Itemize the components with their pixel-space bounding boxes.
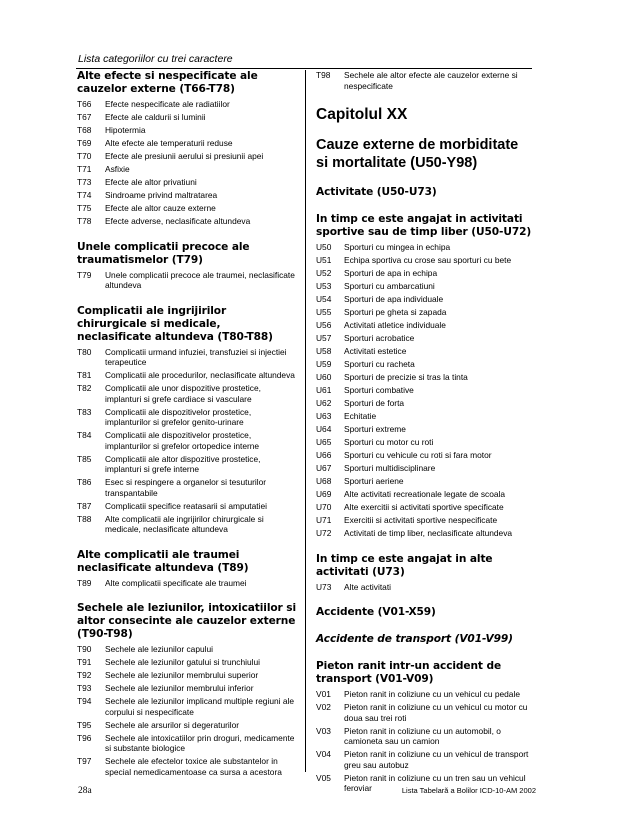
entry-description: Alte exercitii si activitati sportive specificate xyxy=(344,502,504,512)
section xyxy=(77,602,297,777)
entry-code: T93 xyxy=(77,683,92,693)
entry-description: Esec si respingere a organelor si tesuturilor transpantabile xyxy=(105,477,267,498)
section xyxy=(316,213,534,539)
entry-description: Sporturi extreme xyxy=(344,424,406,434)
entry-code: T74 xyxy=(77,190,92,200)
entry-code: T96 xyxy=(77,732,92,743)
code-entry xyxy=(77,138,297,149)
entry-description: Pieton ranit in coliziune cu un vehicul cu pedale xyxy=(344,689,520,699)
code-entry xyxy=(77,430,297,451)
entry-code: V04 xyxy=(316,749,331,759)
entry-description: Sporturi multidisciplinare xyxy=(344,463,436,473)
code-entry xyxy=(77,720,297,731)
entry-code: U69 xyxy=(316,489,332,499)
code-entry xyxy=(316,463,534,474)
entry-description: Sporturi cu vehicule cu roti si fara motor xyxy=(344,450,492,460)
entry-code: U71 xyxy=(316,515,332,525)
code-entry xyxy=(77,514,297,535)
entry-description: Sporturi cu motor cu roti xyxy=(344,437,434,447)
code-entry xyxy=(77,644,297,655)
entry-description: Sporturi pe gheta si zapada xyxy=(344,307,447,317)
entry-description: Complicatii ale dispozitivelor prostetice, implanturilor si grefelor ortopedice interne xyxy=(105,430,260,451)
entry-description: Sechele ale leziunilor implicand multiple regiuni ale corpului si nespecificate xyxy=(105,696,295,717)
code-entry xyxy=(77,347,297,368)
entry-code: U68 xyxy=(316,476,332,486)
entry-code: U66 xyxy=(316,450,332,460)
code-entry xyxy=(316,294,534,305)
code-entry xyxy=(316,749,534,770)
entry-code: T98 xyxy=(316,70,331,80)
code-entry xyxy=(77,501,297,512)
entry-description: Pieton ranit in coliziune cu un automobil, o camioneta sau un camion xyxy=(344,725,501,746)
entry-description: Echitatie xyxy=(344,411,377,421)
entry-code: U56 xyxy=(316,320,332,330)
right-column xyxy=(316,70,534,796)
code-entry xyxy=(316,398,534,409)
code-entry xyxy=(77,696,297,717)
entry-code: T80 xyxy=(77,346,92,357)
entry-code: T79 xyxy=(77,269,92,280)
section-title: Activitate (U50-U73) xyxy=(316,186,437,198)
entry-description: Sechele ale leziunilor membrului superior xyxy=(105,670,259,680)
entry-description: Sporturi aeriene xyxy=(344,476,404,486)
section-title: Accidente de transport (V01-V99) xyxy=(316,633,513,645)
entry-code: U63 xyxy=(316,411,332,421)
right-sections xyxy=(316,186,534,794)
code-entry xyxy=(316,702,534,723)
entry-description: Sechele ale altor efecte ale cauzelor externe si nespecificate xyxy=(344,70,518,91)
entry-code: U54 xyxy=(316,294,332,304)
entry-code: T88 xyxy=(77,513,92,524)
entry-description: Complicatii ale altor dispozitive prostetice, implanturi si grefe interne xyxy=(105,453,261,474)
code-entry xyxy=(77,164,297,175)
entry-code: V01 xyxy=(316,689,331,699)
code-entry xyxy=(77,454,297,475)
entry-description: Alte activitati xyxy=(344,581,392,592)
entry-code: T73 xyxy=(77,177,92,187)
entry-code: T86 xyxy=(77,477,92,487)
section-title: Accidente (V01-X59) xyxy=(316,606,436,618)
left-column xyxy=(77,70,297,780)
code-entry xyxy=(77,683,297,694)
entry-description: Sporturi de apa individuale xyxy=(344,294,444,304)
entry-description: Activitati de timp liber, neclasificate altundeva xyxy=(344,528,513,538)
section-title: Alte complicatii ale traumei neclasificate altundeva (T89) xyxy=(77,548,249,574)
code-entry xyxy=(316,582,534,593)
entry-description: Sindroame privind maltratarea xyxy=(105,190,218,200)
code-entry xyxy=(316,320,534,331)
entry-description: Sporturi de apa in echipa xyxy=(344,268,438,278)
entry-description: Sporturi cu ambarcatiuni xyxy=(344,281,435,291)
entry-code: T84 xyxy=(77,430,92,440)
section xyxy=(316,186,534,199)
entry-code: U50 xyxy=(316,242,332,252)
section xyxy=(77,70,297,227)
entry-code: U62 xyxy=(316,398,332,408)
section xyxy=(316,660,534,794)
entry-description: Sechele ale leziunilor capului xyxy=(105,644,214,654)
code-entry xyxy=(316,255,534,266)
entry-description: Exercitii si activitati sportive nespecificate xyxy=(344,515,498,525)
code-entry xyxy=(316,437,534,448)
entry-description: Unele complicatii precoce ale traumei, neclasificate altundeva xyxy=(105,269,295,290)
entry-code: T89 xyxy=(77,577,92,588)
section xyxy=(77,241,297,291)
code-entry xyxy=(316,502,534,513)
code-entry xyxy=(77,177,297,188)
section-title: Sechele ale leziunilor, intoxicatiilor si altor consecinte ale cauzelor externe (T90-T98) xyxy=(77,602,296,640)
column-divider xyxy=(305,70,306,772)
entry-description: Alte activitati recreationale legate de scoala xyxy=(344,489,506,499)
entry-code: T85 xyxy=(77,453,92,464)
entry-description: Pieton ranit in coliziune cu un vehicul cu motor cu doua sau trei roti xyxy=(344,702,528,723)
entry-description: Hipotermia xyxy=(105,125,146,135)
code-entry xyxy=(316,515,534,526)
entry-code: T95 xyxy=(77,719,92,730)
entry-description: Sporturi de forta xyxy=(344,398,405,408)
entry-code: V05 xyxy=(316,772,331,783)
entry-code: T87 xyxy=(77,500,92,511)
entry-description: Sporturi cu racheta xyxy=(344,359,415,369)
entry-description: Alte complicatii ale ingrijirilor chirurgicale si medicale, neclasificate altundeva xyxy=(105,513,264,534)
footer-title: Lista Tabelară a Bolilor ICD-10-AM 2002 xyxy=(401,786,536,795)
entry-code: T70 xyxy=(77,151,92,161)
code-entry xyxy=(77,756,297,777)
entry-description: Alte efecte ale temperaturii reduse xyxy=(105,138,233,148)
code-entry xyxy=(316,307,534,318)
right-top-entries xyxy=(316,70,534,91)
code-entry xyxy=(77,370,297,381)
entry-code: V03 xyxy=(316,725,331,736)
section-title: Complicatii ale ingrijirilor chirurgicale si medicale, neclasificate altundeva (T80-T88) xyxy=(77,304,273,343)
code-entry xyxy=(316,281,534,292)
entry-code: U73 xyxy=(316,581,332,592)
code-entry xyxy=(316,385,534,396)
entry-code: V02 xyxy=(316,702,331,712)
entry-code: T66 xyxy=(77,99,92,109)
entry-code: T82 xyxy=(77,383,92,393)
entry-description: Alte complicatii specificate ale traumei xyxy=(105,577,247,588)
section-title: Unele complicatii precoce ale traumatismelor (T79) xyxy=(77,240,250,266)
entry-code: T81 xyxy=(77,370,92,380)
section xyxy=(77,305,297,535)
code-entry xyxy=(77,125,297,136)
entry-description: Sechele ale leziunilor membrului inferior xyxy=(105,683,254,693)
entry-description: Sechele ale leziunilor gatului si trunchiului xyxy=(105,657,261,667)
entry-description: Efecte nespecificate ale radiatiilor xyxy=(105,99,230,109)
code-entry xyxy=(316,268,534,279)
code-entry xyxy=(316,689,534,700)
section-title: In timp ce este angajat in activitati sportive sau de timp liber (U50-U72) xyxy=(316,213,532,238)
entry-description: Asfixie xyxy=(105,164,130,174)
section-title: Alte efecte si nespecificate ale cauzelor externe (T66-T78) xyxy=(77,70,258,95)
entry-code: T92 xyxy=(77,670,92,680)
entry-code: T78 xyxy=(77,216,92,226)
entry-code: T83 xyxy=(77,406,92,417)
entry-description: Pieton ranit in coliziune cu un vehicul de transport greu sau autobuz xyxy=(344,749,529,770)
entry-code: U57 xyxy=(316,333,332,343)
code-entry xyxy=(77,407,297,428)
code-entry xyxy=(77,151,297,162)
entry-description: Efecte ale altor privatiuni xyxy=(105,177,197,187)
entry-description: Efecte ale presiunii aerului si presiunii apei xyxy=(105,151,264,161)
code-entry xyxy=(77,216,297,227)
running-header: Lista categoriilor cu trei caractere xyxy=(78,53,233,65)
code-entry xyxy=(316,450,534,461)
section xyxy=(316,633,534,646)
footer-page-number: 28a xyxy=(78,786,92,796)
entry-description: Complicatii ale unor dispozitive prostetice, implanturi si grefe cardiace si vasculare xyxy=(105,383,261,404)
code-entry xyxy=(77,383,297,404)
entry-description: Activitati atletice individuale xyxy=(344,320,446,330)
code-entry xyxy=(77,112,297,123)
code-entry xyxy=(316,528,534,539)
code-entry xyxy=(77,477,297,498)
entry-code: T71 xyxy=(77,164,92,174)
section-title: In timp ce este angajat in alte activitati (U73) xyxy=(316,552,493,578)
code-entry xyxy=(77,270,297,291)
entry-code: U60 xyxy=(316,372,332,382)
code-entry xyxy=(77,203,297,214)
entry-code: U52 xyxy=(316,268,332,278)
code-entry xyxy=(316,476,534,487)
code-entry xyxy=(316,411,534,422)
entry-description: Sechele ale efectelor toxice ale substantelor in special nemedicamentoase ca sursa a acestora xyxy=(105,756,282,777)
entry-code: U64 xyxy=(316,424,332,434)
code-entry xyxy=(316,359,534,370)
entry-description: Sporturi acrobatice xyxy=(344,333,415,343)
section xyxy=(316,553,534,593)
entry-code: T75 xyxy=(77,203,92,213)
header-rule xyxy=(76,68,532,69)
entry-description: Complicatii ale procedurilor, neclasificate altundeva xyxy=(105,370,295,380)
entry-code: U55 xyxy=(316,307,332,317)
entry-code: U51 xyxy=(316,255,332,265)
entry-description: Sechele ale arsurilor si degeraturilor xyxy=(105,719,240,730)
code-entry xyxy=(316,424,534,435)
entry-code: T69 xyxy=(77,138,92,148)
code-entry xyxy=(316,372,534,383)
entry-code: T68 xyxy=(77,125,92,135)
code-entry xyxy=(316,70,534,91)
entry-code: U65 xyxy=(316,437,332,447)
section-title: Pieton ranit intr-un accident de transport (V01-V09) xyxy=(316,660,502,685)
entry-description: Echipa sportiva cu crose sau sporturi cu bete xyxy=(344,255,512,265)
entry-description: Activitati estetice xyxy=(344,346,407,356)
chapter-subtitle: Cauze externe de morbiditate si mortalitate (U50-Y98) xyxy=(316,137,519,171)
code-entry xyxy=(77,657,297,668)
section xyxy=(77,549,297,589)
entry-code: U53 xyxy=(316,281,332,291)
code-entry xyxy=(77,670,297,681)
code-entry xyxy=(77,578,297,589)
code-entry xyxy=(77,99,297,110)
entry-description: Pieton ranit in coliziune cu un tren sau un vehicul feroviar xyxy=(344,772,526,793)
code-entry xyxy=(316,489,534,500)
entry-code: U58 xyxy=(316,346,332,356)
code-entry xyxy=(77,733,297,754)
code-entry xyxy=(316,726,534,747)
entry-code: U67 xyxy=(316,463,332,473)
entry-code: U70 xyxy=(316,502,332,512)
entry-code: U72 xyxy=(316,528,332,538)
code-entry xyxy=(316,333,534,344)
entry-description: Sporturi cu mingea in echipa xyxy=(344,242,451,252)
code-entry xyxy=(77,190,297,201)
code-entry xyxy=(316,346,534,357)
entry-code: T67 xyxy=(77,112,92,122)
entry-code: T91 xyxy=(77,657,92,667)
section xyxy=(316,606,534,619)
entry-code: T90 xyxy=(77,644,92,654)
entry-code: U61 xyxy=(316,385,332,395)
entry-description: Sechele ale intoxicatiilor prin droguri, medicamente si substante biologice xyxy=(105,732,295,753)
entry-code: T97 xyxy=(77,756,92,766)
entry-description: Efecte ale altor cauze externe xyxy=(105,203,216,213)
entry-code: T94 xyxy=(77,696,92,706)
code-entry xyxy=(316,242,534,253)
entry-description: Efecte ale caldurii si luminii xyxy=(105,112,206,122)
entry-description: Efecte adverse, neclasificate altundeva xyxy=(105,216,251,226)
entry-description: Complicatii ale dispozitivelor prostetice, implanturilor si grefelor genito-urinare xyxy=(105,406,252,427)
entry-description: Complicatii specifice reatasarii si amputatiei xyxy=(105,500,267,511)
entry-description: Sporturi combative xyxy=(344,385,414,395)
entry-description: Complicatii urmand infuziei, transfuziei si injectiei terapeutice xyxy=(105,346,287,367)
entry-description: Sporturi de precizie si tras la tinta xyxy=(344,372,468,382)
entry-code: U59 xyxy=(316,359,332,369)
chapter-title: Capitolul XX xyxy=(316,106,408,123)
